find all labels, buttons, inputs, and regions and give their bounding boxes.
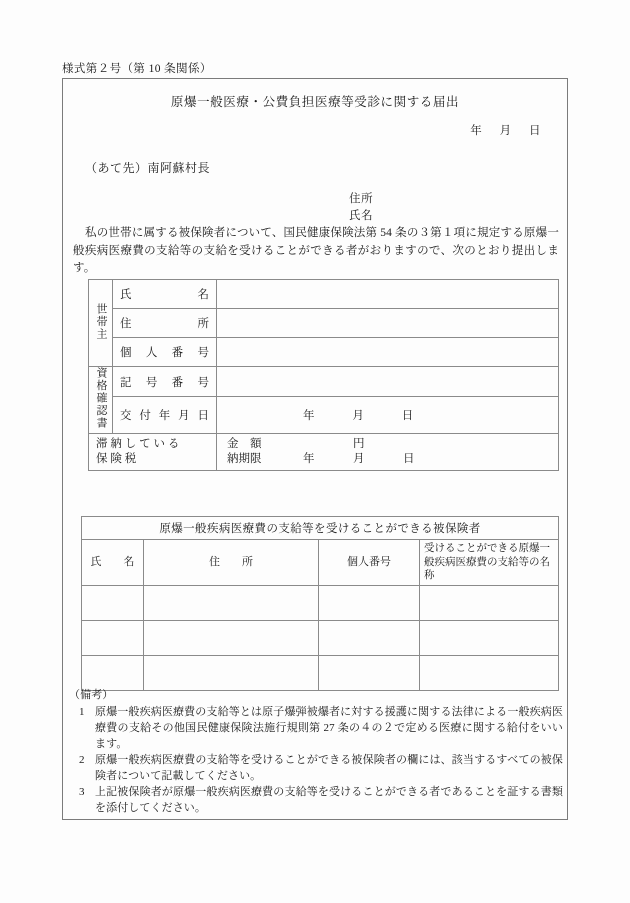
remark-item — [69, 784, 563, 816]
row-label-my-number: 個 人 番 号 — [113, 338, 217, 367]
column-header-address: 住 所 — [144, 540, 319, 586]
table-row — [89, 397, 559, 433]
table-row — [89, 338, 559, 367]
cell-address[interactable] — [144, 620, 319, 655]
tax-deadline-month: 月 — [353, 452, 365, 465]
row-label-overdue-tax: 滞 納 し て い る 保 険 税 — [89, 433, 217, 470]
tax-deadline-label: 納期限 — [227, 452, 262, 465]
row-label-issue-date: 交 付 年 月 日 — [113, 397, 217, 433]
cell-benefit-name[interactable] — [420, 585, 559, 620]
applicant-block — [349, 191, 373, 225]
form-number: 様式第２号（第 10 条関係） — [62, 63, 212, 75]
cell-address[interactable] — [144, 585, 319, 620]
row-value-issue-date[interactable] — [217, 397, 559, 433]
remark-text: 原爆一般疾病医療費の支給等を受けることができる被保険者の欄には、該当するすべての被保険者について記載してください。 — [95, 754, 563, 782]
table-row — [89, 433, 559, 470]
table-row — [82, 655, 559, 690]
form-outer-frame — [62, 78, 568, 820]
row-value-name[interactable] — [217, 280, 559, 309]
cell-my-number[interactable] — [319, 620, 420, 655]
eligible-table-title: 原爆一般疾病医療費の支給等を受けることができる被保険者 — [82, 517, 559, 540]
row-label-symbol-number: 記 号 番 号 — [113, 367, 217, 397]
tax-deadline-year: 年 — [303, 452, 315, 465]
cell-name[interactable] — [82, 620, 144, 655]
remark-text: 上記被保険者が原爆一般疾病医療費の支給等を受けることができる者であることを証する書類を添付してください。 — [95, 786, 563, 814]
column-header-benefit-name: 受けることができる原爆一般疾病医療費の支給等の名称 — [420, 540, 559, 586]
cell-benefit-name[interactable] — [420, 655, 559, 690]
remark-number: 1 — [79, 706, 85, 718]
cell-my-number[interactable] — [319, 585, 420, 620]
remark-text: 原爆一般疾病医療費の支給等とは原子爆弾被爆者に対する援護に関する法律による一般疾病医療費の支給その他国民健康保険法施行規則第 27 条の４の２で定める医療に関する給付をいいます。 — [95, 706, 563, 750]
date-month-label: 月 — [499, 125, 512, 137]
eligible-insured-table — [81, 516, 559, 691]
row-label-address: 住 所 — [113, 309, 217, 338]
applicant-name-label: 氏名 — [349, 210, 374, 222]
addressee: （あて先）南阿蘇村長 — [85, 161, 211, 175]
remark-item — [69, 752, 563, 784]
submission-date-line — [470, 122, 541, 138]
cell-my-number[interactable] — [319, 655, 420, 690]
group-label-householder: 世帯主 — [89, 280, 113, 367]
page-title: 原爆一般医療・公費負担医療等受診に関する届出 — [170, 95, 460, 109]
date-day-label: 日 — [529, 125, 541, 137]
householder-table — [88, 279, 559, 471]
table-header-row — [82, 517, 559, 540]
remarks-title: （備考） — [69, 689, 114, 701]
table-row — [89, 280, 559, 309]
cell-benefit-name[interactable] — [420, 620, 559, 655]
remarks-section — [69, 687, 563, 816]
table-column-header-row — [82, 540, 559, 586]
tax-amount-unit: 円 — [353, 437, 365, 450]
row-value-address[interactable] — [217, 309, 559, 338]
cell-name[interactable] — [82, 655, 144, 690]
cell-address[interactable] — [144, 655, 319, 690]
row-value-overdue-tax[interactable] — [217, 433, 559, 470]
table-row — [89, 367, 559, 397]
body-text: 私の世帯に属する被保険者について、国民健康保険法第 54 条の３第１項に規定する原爆一般疾病医療費の支給等の支給を受けることができる者がおりますので、次のとおり提出します。 — [73, 227, 559, 274]
row-value-my-number[interactable] — [217, 338, 559, 367]
tax-deadline-day: 日 — [403, 452, 415, 465]
issue-date-month: 月 — [352, 409, 365, 422]
issue-date-day: 日 — [401, 409, 414, 422]
table-row — [89, 309, 559, 338]
tax-amount-label: 金 額 — [227, 437, 262, 450]
group-label-certificate: 資格確認書 — [89, 367, 113, 434]
table-row — [82, 585, 559, 620]
column-header-my-number: 個人番号 — [319, 540, 420, 586]
remark-item — [69, 704, 563, 752]
applicant-address-label: 住所 — [349, 193, 374, 205]
date-year-label: 年 — [470, 125, 483, 137]
issue-date-year: 年 — [303, 409, 315, 422]
remark-number: 3 — [79, 786, 85, 798]
row-value-symbol-number[interactable] — [217, 367, 559, 397]
remark-number: 2 — [79, 754, 85, 766]
cell-name[interactable] — [82, 585, 144, 620]
column-header-name: 氏 名 — [82, 540, 144, 586]
row-label-name: 氏 名 — [113, 280, 217, 309]
table-row — [82, 620, 559, 655]
